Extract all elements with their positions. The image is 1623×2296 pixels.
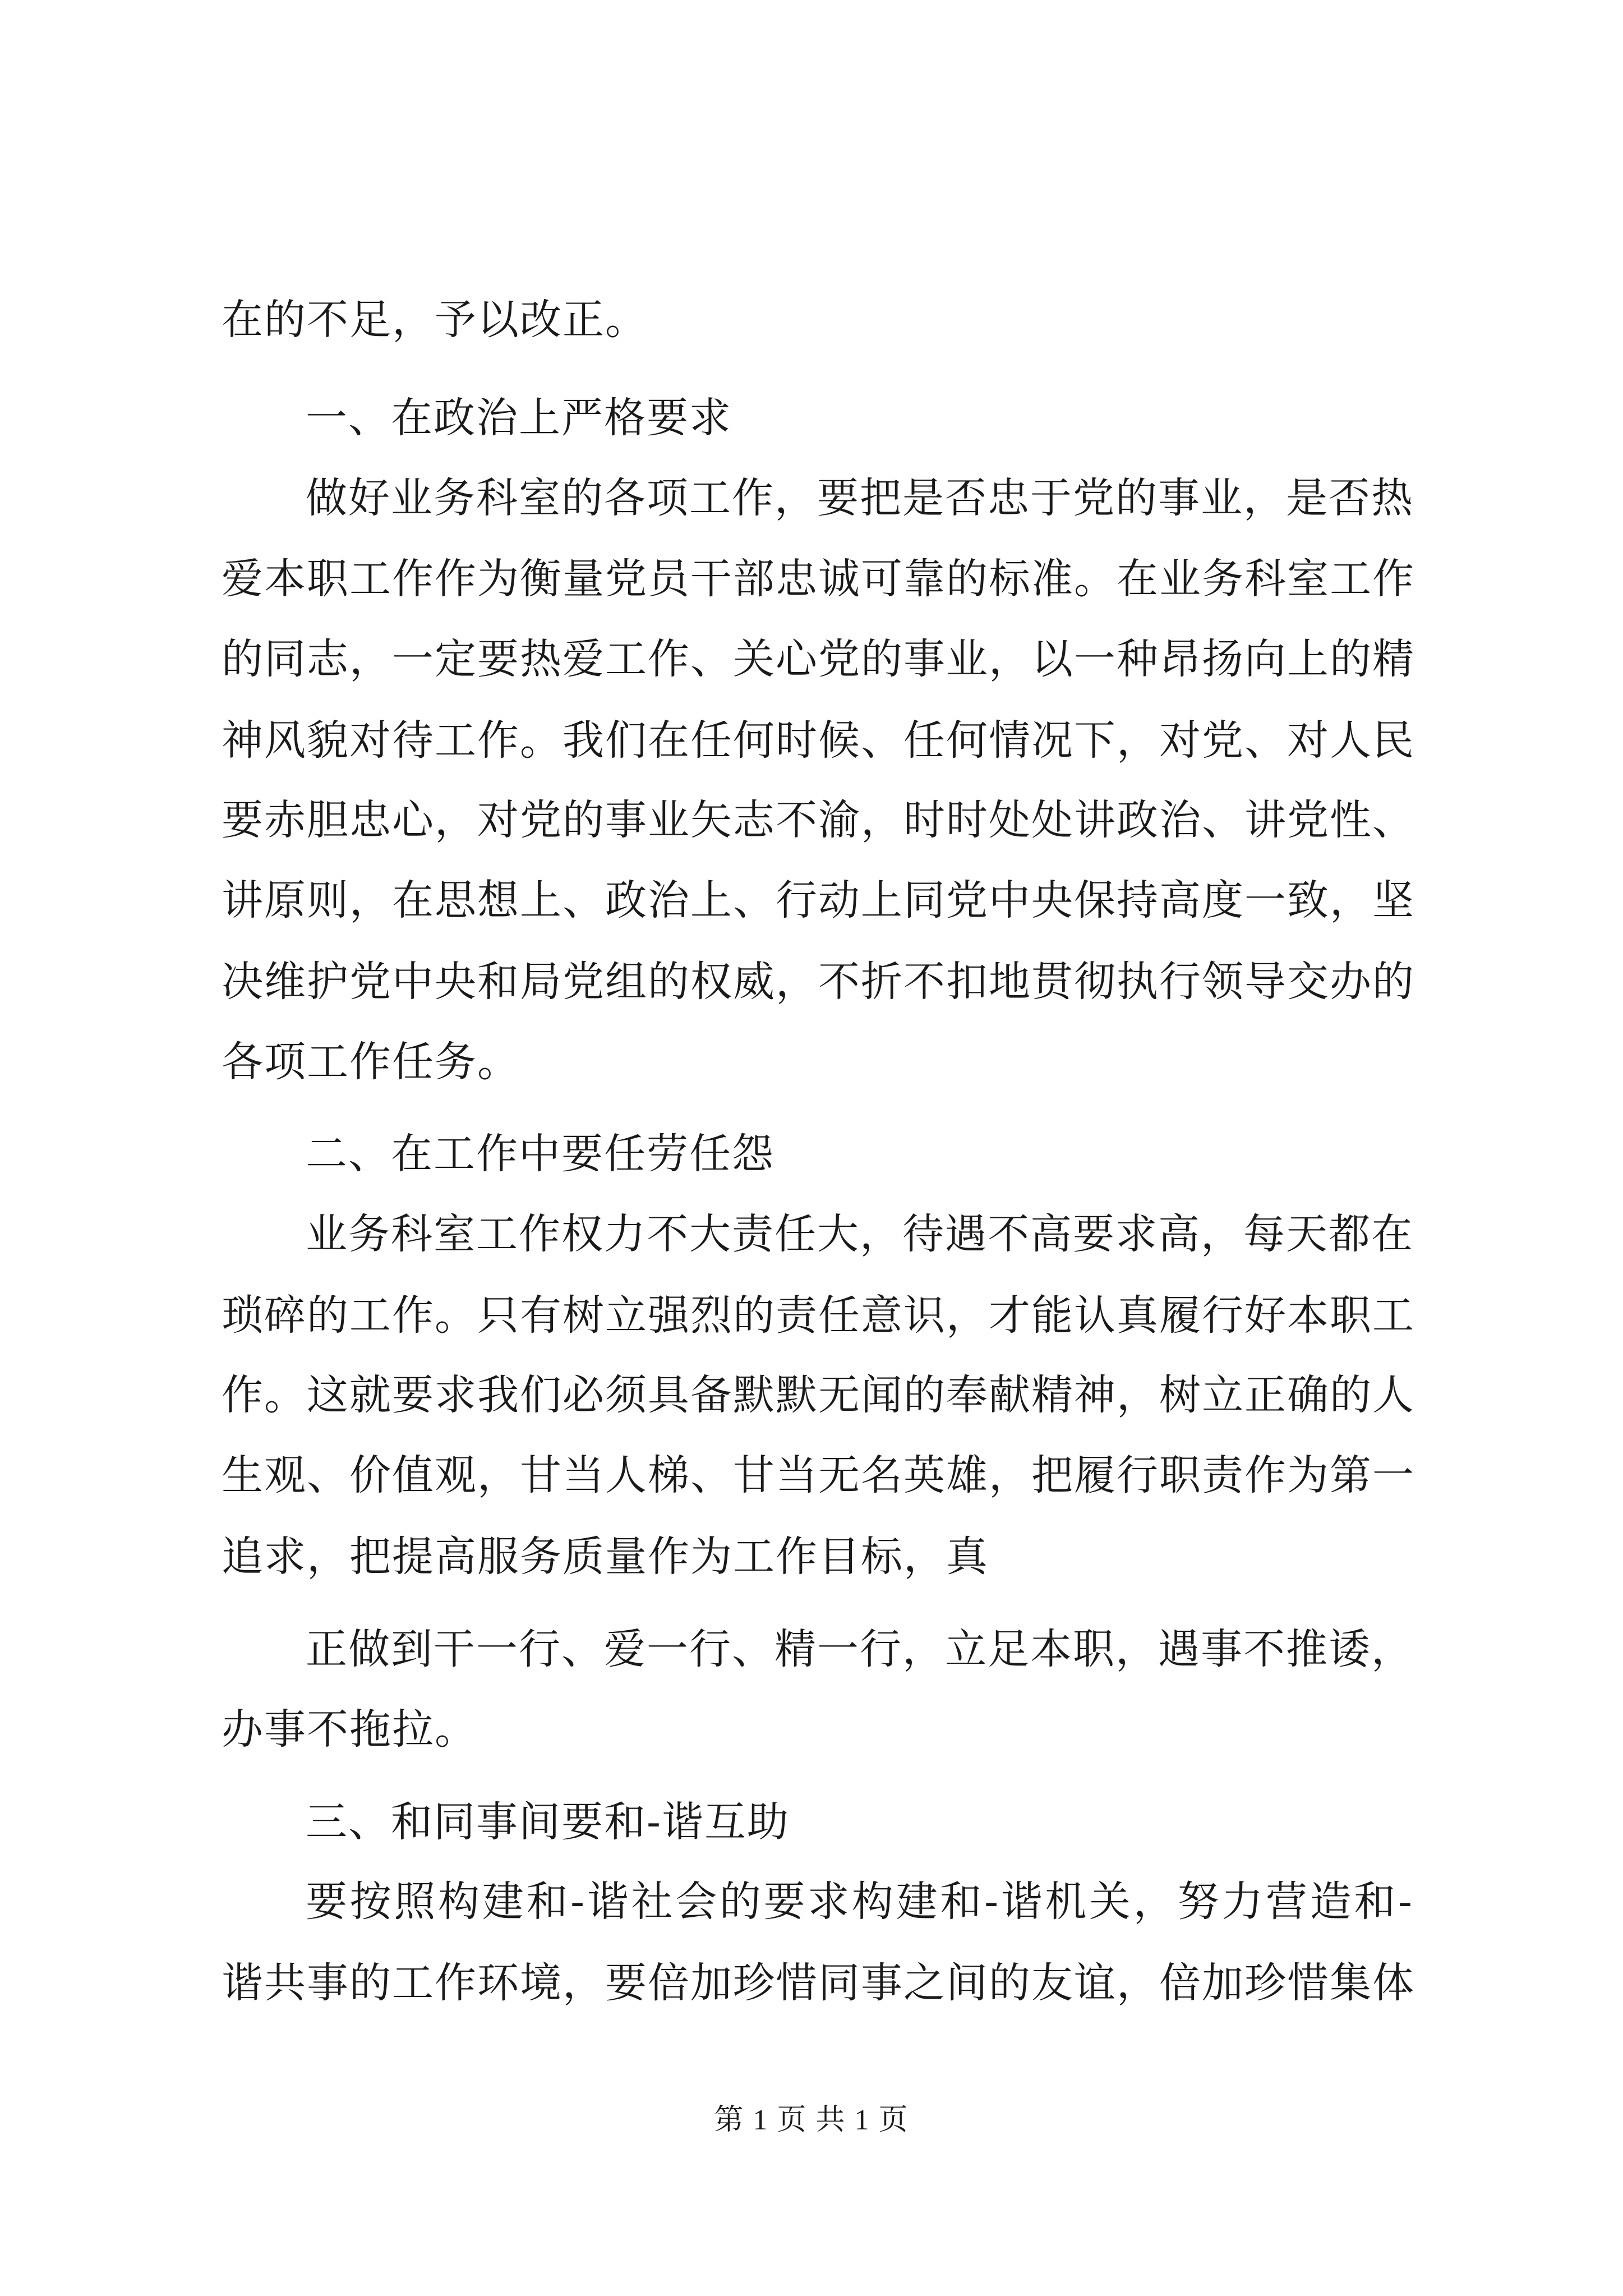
paragraph-line: 决维护党中央和局党组的权威，不折不扣地贯彻执行领导交办的	[222, 958, 1415, 1006]
paragraph-line: 业务科室工作权力不大责任大，待遇不高要求高，每天都在	[306, 1210, 1414, 1258]
paragraph-line: 正做到干一行、爱一行、精一行，立足本职，遇事不推诿，	[306, 1625, 1414, 1673]
paragraph-line: 生观、价值观，甘当人梯、甘当无名英雄，把履行职责作为第一	[222, 1451, 1415, 1499]
paragraph-line: 作。这就要求我们必须具备默默无闻的奉献精神，树立正确的人	[222, 1371, 1415, 1419]
section-heading: 三、和同事间要和-谐互助	[306, 1798, 790, 1846]
paragraph-line: 神风貌对待工作。我们在任何时候、任何情况下，对党、对人民	[222, 716, 1415, 765]
paragraph-line: 谐共事的工作环境，要倍加珍惜同事之间的友谊，倍加珍惜集体	[222, 1959, 1415, 2007]
paragraph-line: 追求，把提高服务质量作为工作目标，真	[222, 1533, 989, 1581]
section-heading: 一、在政治上严格要求	[306, 394, 732, 442]
paragraph-line: 各项工作任务。	[222, 1038, 520, 1086]
section-heading: 二、在工作中要任劳任怨	[306, 1130, 774, 1178]
paragraph-line: 要按照构建和-谐社会的要求构建和-谐机关，努力营造和-	[306, 1878, 1413, 1926]
paragraph-line: 做好业务科室的各项工作，要把是否忠于党的事业，是否热	[306, 474, 1414, 522]
paragraph-line: 办事不拖拉。	[222, 1705, 477, 1754]
paragraph-line: 琐碎的工作。只有树立强烈的责任意识，才能认真履行好本职工	[222, 1291, 1415, 1340]
paragraph-line: 在的不足，予以改正。	[222, 296, 648, 344]
paragraph-line: 的同志，一定要热爱工作、关心党的事业，以一种昂扬向上的精	[222, 635, 1415, 683]
paragraph-line: 讲原则，在思想上、政治上、行动上同党中央保持高度一致，坚	[222, 876, 1415, 924]
paragraph-line: 爱本职工作作为衡量党员干部忠诚可靠的标准。在业务科室工作	[222, 555, 1415, 603]
paragraph-line: 要赤胆忠心，对党的事业矢志不渝，时时处处讲政治、讲党性、	[222, 796, 1415, 844]
page-number-footer: 第 1 页 共 1 页	[714, 2104, 909, 2136]
